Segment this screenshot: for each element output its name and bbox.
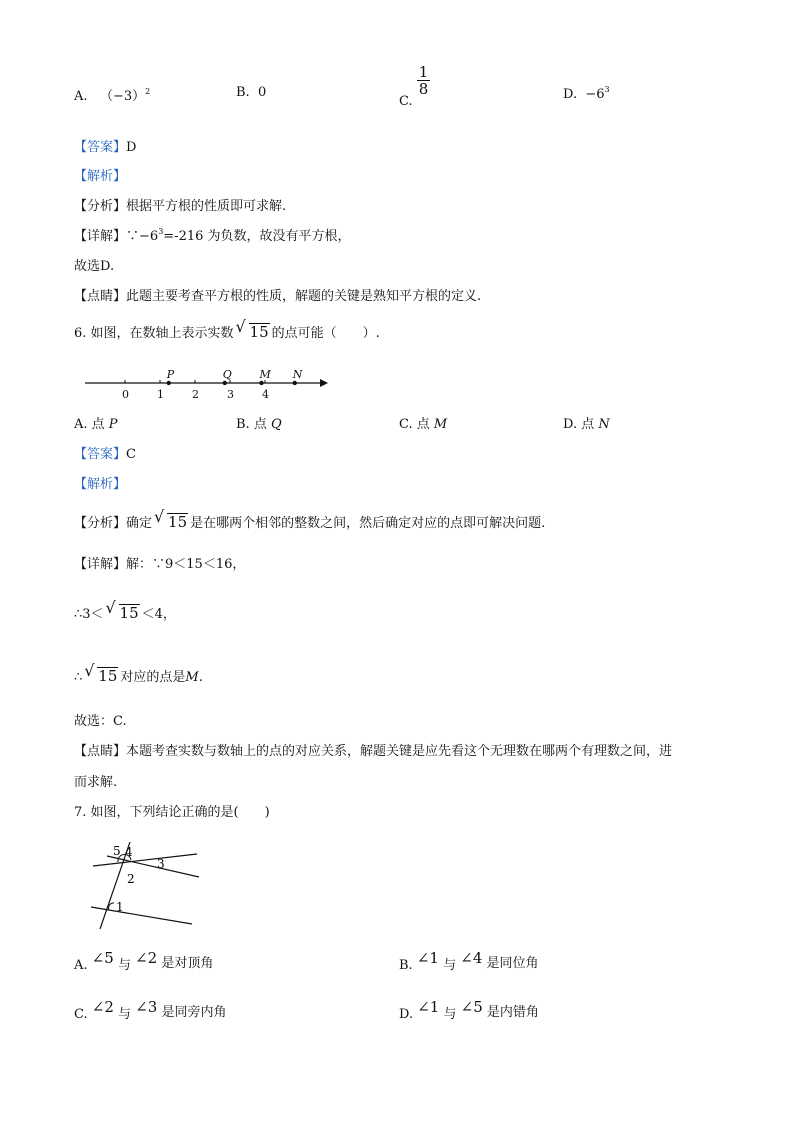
stem-text: 6. 如图，在数轴上表示实数 [74, 326, 234, 341]
option-label: B. [399, 958, 413, 973]
option-value: 0 [257, 85, 267, 100]
q5-fenxi [74, 195, 286, 214]
step-text: ＜4， [141, 607, 176, 622]
option-label: C. [74, 1007, 88, 1022]
option-label: A. [74, 89, 88, 104]
point-label: N [292, 368, 303, 381]
fenxi-text: 确定 [126, 516, 153, 531]
option-text: 与 [443, 958, 457, 973]
arrow-head-icon [320, 379, 328, 387]
option-label: D. 点 [563, 417, 595, 432]
option-label: D. [399, 1007, 414, 1022]
sqrt-expression: √ 15 [154, 507, 188, 531]
tick-label: 3 [227, 388, 234, 401]
comment-tag: 【点睛】 [74, 744, 127, 759]
option-text: 与 [118, 1007, 132, 1022]
stem-text: 的点可能（ ）. [271, 326, 380, 341]
q5-detail [74, 225, 351, 244]
q5-analysis-tag: 【解析】 [74, 169, 127, 184]
option-point: M [433, 417, 448, 432]
point-label: P [166, 368, 175, 381]
option-text: 是内错角 [486, 1005, 539, 1020]
angle-label-3: 3 [157, 857, 165, 871]
q6-option-b [236, 413, 282, 432]
option-text: 与 [443, 1007, 457, 1022]
number-line-figure [80, 360, 330, 405]
fenxi-tag: 【分析】 [74, 516, 127, 531]
exponent: 3 [158, 227, 164, 236]
radicand: 15 [249, 323, 269, 341]
q6-comment-cont: 而求解. [74, 775, 118, 790]
q7-option-d [399, 997, 539, 1022]
option-label: A. [74, 958, 88, 973]
point-dot [223, 381, 227, 385]
tick-label: 1 [157, 388, 164, 401]
angle-symbol: ∠1 [417, 998, 440, 1016]
radicand: 15 [168, 513, 188, 531]
point-dot [259, 381, 263, 385]
q5-option-b [236, 85, 266, 100]
angle-symbol: ∠5 [91, 949, 114, 967]
angle-label-1: 1 [116, 900, 124, 914]
sqrt-expression: √ 15 [84, 661, 118, 685]
answer-value: C [126, 447, 136, 462]
angle-arc [109, 903, 114, 910]
point-label: M [185, 670, 199, 685]
angle-label-5: 5 [113, 844, 121, 858]
fenxi-text: 是在哪两个相邻的整数之间，然后确定对应的点即可解决问题. [190, 516, 546, 531]
q5-option-d [563, 85, 610, 102]
step-text: ∴ [74, 670, 83, 685]
option-label: C. 点 [399, 417, 430, 432]
fenxi-text: 根据平方根的性质即可求解. [126, 199, 287, 214]
angle-label-2: 2 [127, 872, 135, 886]
sqrt-expression: √ 15 [105, 598, 139, 622]
angle-symbol: ∠4 [460, 949, 483, 967]
radicand: 15 [98, 667, 118, 685]
q6-comment [74, 740, 672, 759]
q6-option-d [563, 413, 610, 432]
q6-step2 [74, 661, 203, 685]
tick-label: 0 [122, 388, 129, 401]
option-label: C. [399, 94, 413, 109]
option-text: 是同旁内角 [161, 1005, 227, 1020]
angle-symbol: ∠3 [135, 998, 158, 1016]
point-dot [293, 381, 297, 385]
step-text: ∴3＜ [74, 607, 104, 622]
exponent: 3 [604, 85, 610, 94]
detail-text: =-216 为负数，故没有平方根， [163, 229, 351, 244]
q6-step1 [74, 598, 176, 622]
q5-option-c [399, 63, 430, 109]
option-point: Q [270, 417, 282, 432]
comment-text: 此题主要考查平方根的性质，解题的关键是熟知平方根的定义. [126, 289, 482, 304]
q7-option-a [74, 948, 214, 973]
fenxi-tag: 【分析】 [74, 199, 127, 214]
detail-text: ∵−6 [126, 229, 159, 244]
q7-stem: 7. 如图，下列结论正确的是( ) [74, 805, 270, 820]
comment-tag: 【点睛】 [74, 289, 127, 304]
q5-option-a [74, 85, 150, 104]
comment-text: 本题考查实数与数轴上的点的对应关系，解题关键是应先看这个无理数在哪两个有理数之间，进 [126, 744, 673, 759]
detail-tag: 【详解】 [74, 229, 127, 244]
angle-figure [85, 832, 210, 932]
angle-symbol: ∠1 [416, 949, 439, 967]
option-label: D. [563, 87, 578, 102]
answer-tag: 【答案】 [74, 447, 127, 462]
step-text: . [198, 670, 203, 685]
fraction [417, 64, 431, 97]
radicand: 15 [119, 604, 139, 622]
fraction-denominator: 8 [418, 80, 429, 98]
point-label: M [259, 368, 271, 381]
answer-tag: 【答案】 [74, 140, 127, 155]
q6-fenxi [74, 507, 546, 531]
detail-tag: 【详解】 [74, 557, 127, 572]
option-text: 是同位角 [486, 956, 539, 971]
point-dot [167, 381, 171, 385]
q6-choose: 故选：C. [74, 714, 127, 729]
sqrt-expression: √ 15 [235, 317, 269, 341]
q5-comment [74, 285, 481, 304]
fraction-numerator: 1 [418, 63, 429, 81]
tick-label: 2 [192, 388, 199, 401]
option-value: （−3） [99, 89, 146, 104]
option-label: A. 点 [74, 417, 105, 432]
option-point: N [598, 417, 610, 432]
option-value: −6 [585, 87, 605, 102]
exponent: 2 [145, 87, 151, 96]
option-text: 与 [117, 958, 131, 973]
angle-symbol: ∠5 [460, 998, 483, 1016]
q7-option-c [74, 997, 227, 1022]
q5-choose: 故选D. [74, 259, 115, 274]
q6-option-a [74, 413, 118, 432]
q6-analysis-tag: 【解析】 [74, 477, 127, 492]
option-text: 是对顶角 [161, 956, 214, 971]
angle-symbol: ∠2 [91, 998, 114, 1016]
step-text: 对应的点是 [120, 670, 186, 685]
q6-stem [74, 317, 380, 341]
q6-detail [74, 553, 245, 572]
option-label: B. 点 [236, 417, 267, 432]
q7-option-b [399, 948, 539, 973]
q5-answer [74, 136, 136, 155]
q6-option-c [399, 413, 447, 432]
q6-answer [74, 443, 136, 462]
angle-label-4: 4 [125, 845, 133, 859]
angle-symbol: ∠2 [135, 949, 158, 967]
answer-value: D [126, 140, 137, 155]
point-label: Q [222, 368, 232, 381]
option-label: B. [236, 85, 250, 100]
tick-label: 4 [262, 388, 269, 401]
detail-text: 解：∵9＜15＜16， [126, 557, 246, 572]
option-point: P [108, 417, 118, 432]
